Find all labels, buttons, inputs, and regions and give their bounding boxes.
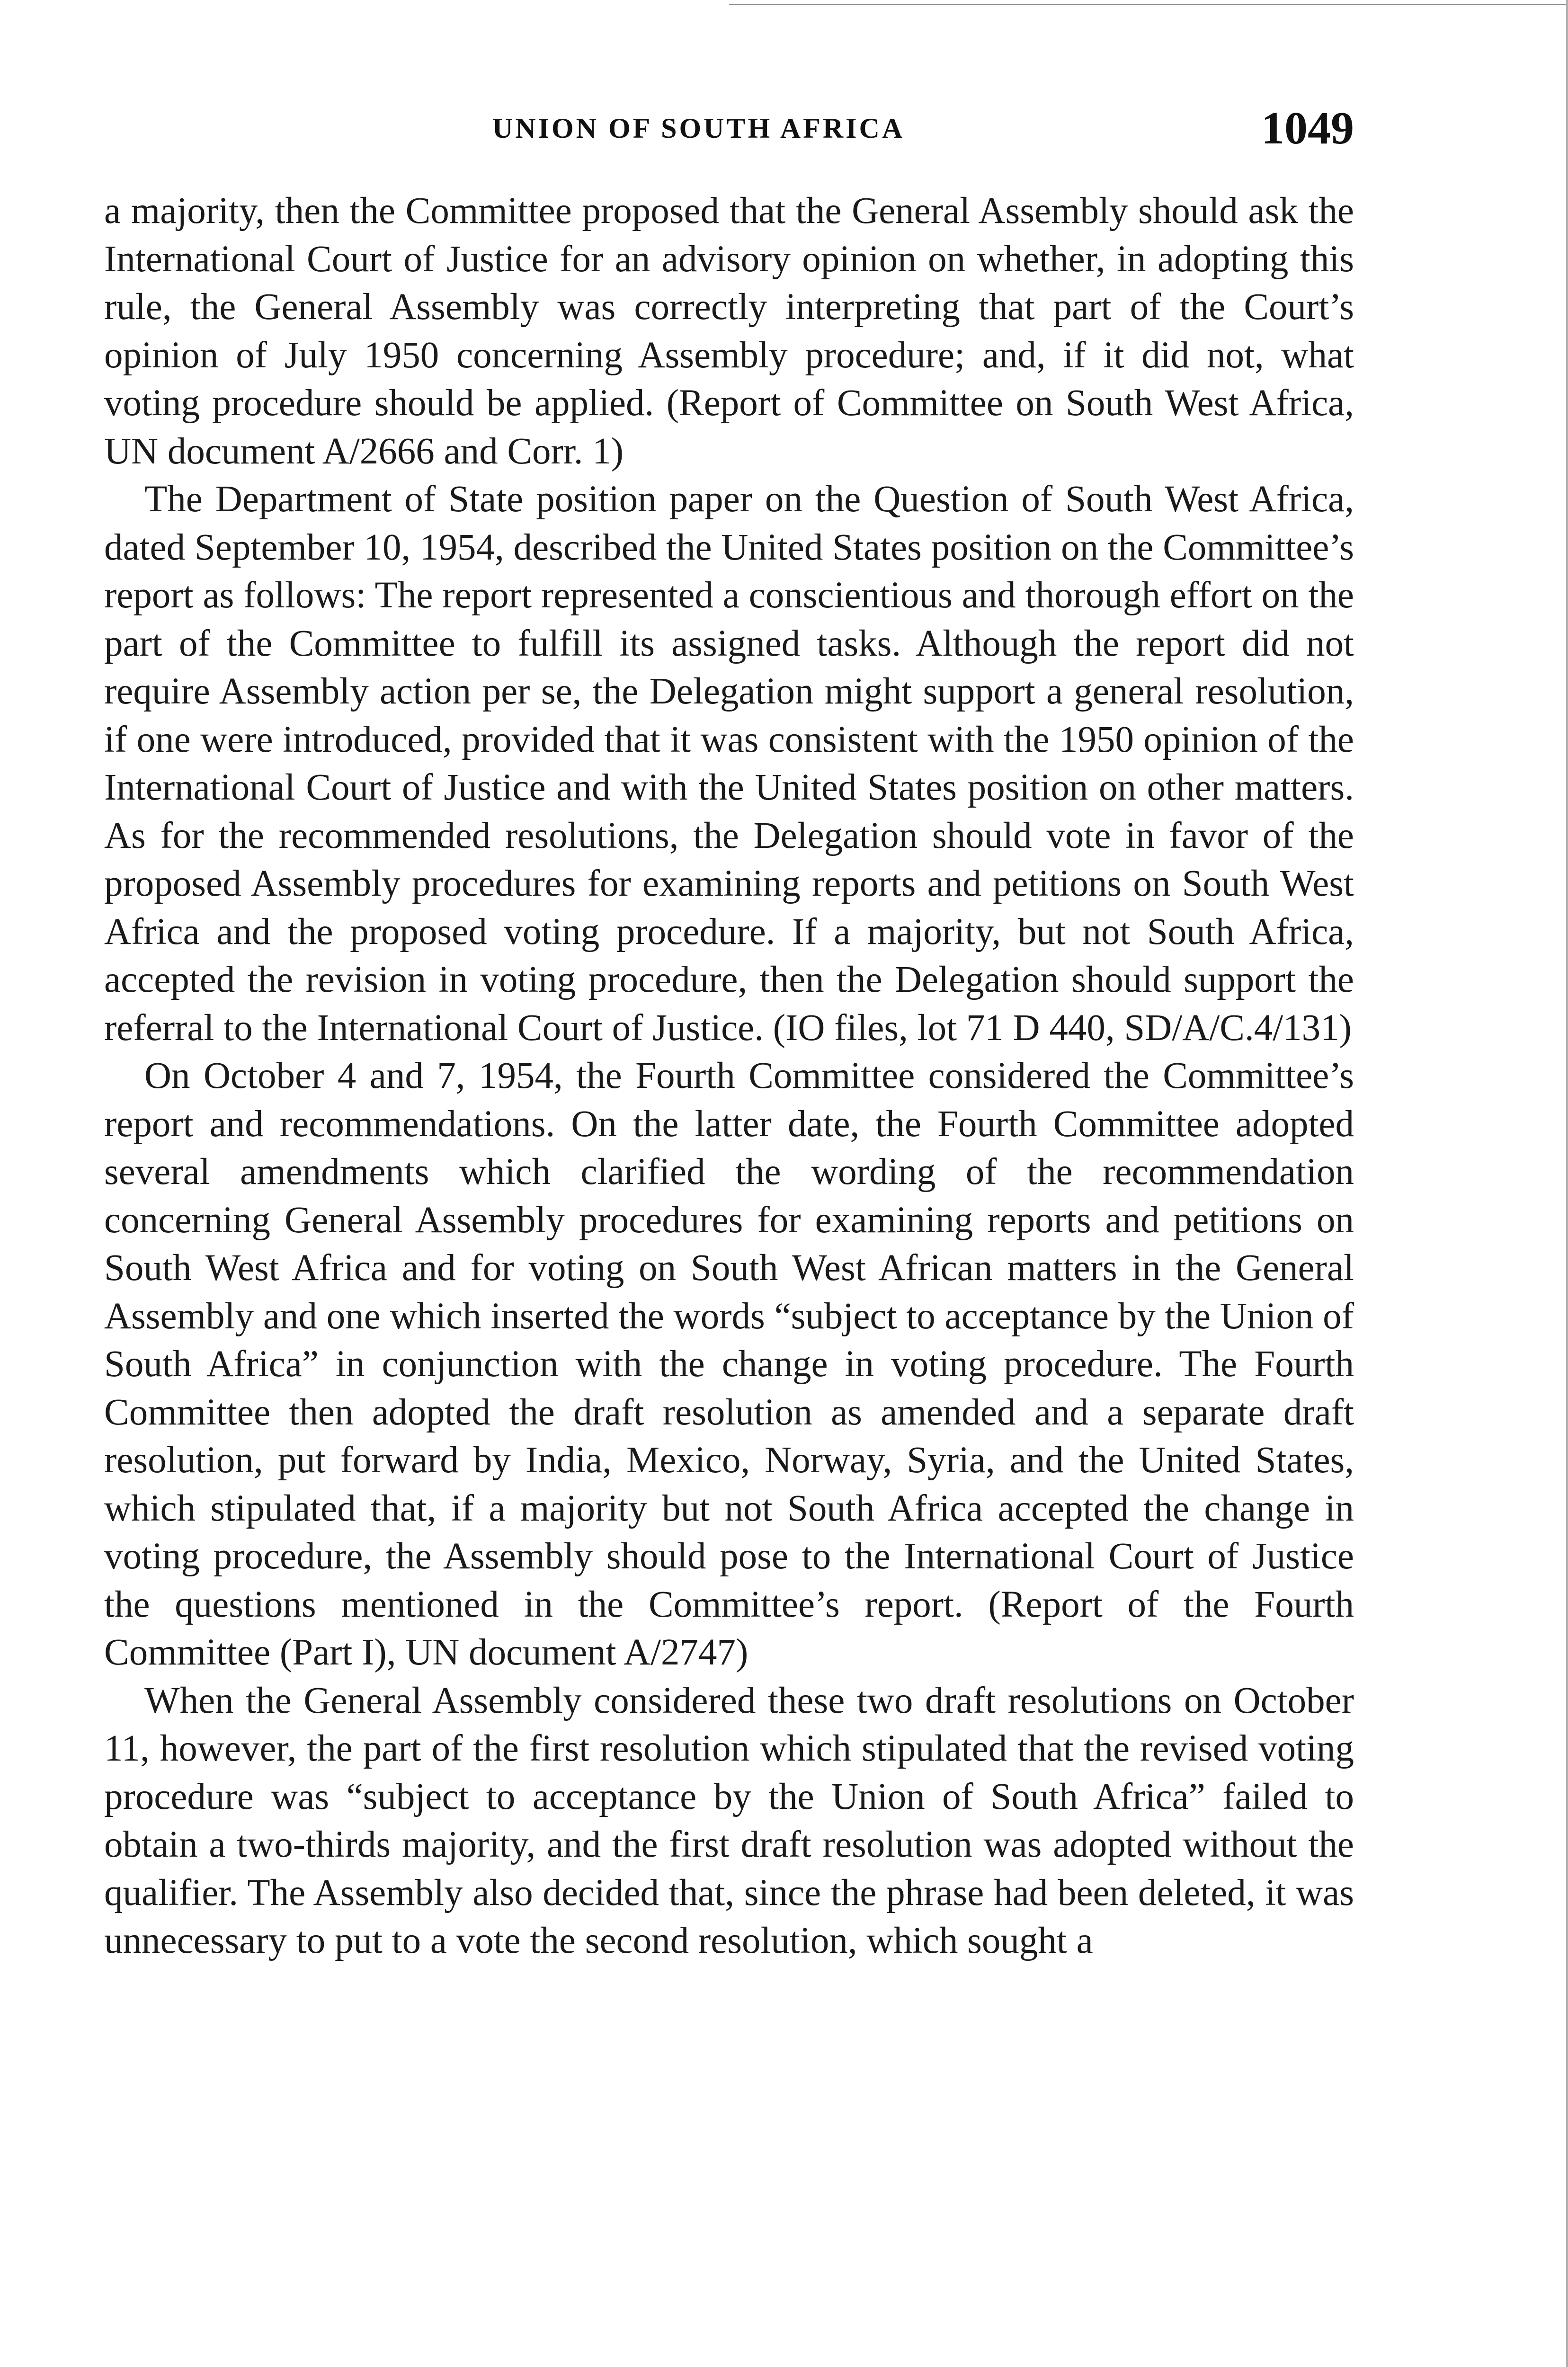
body-text (104, 187, 1354, 1965)
paragraph-fourth-committee: On October 4 and 7, 1954, the Fourth Committee considered the Committee’s report and recommendations. On the latter date, the Fourth Committee adopted several amendments which clarified the wording of the recommendation concerning General Assembly procedures for examining reports and petitions on South West Africa and for voting on South West African matters in the General Assembly and one which inserted the words “subject to acceptance by the Union of South Africa” in conjunction with the change in voting procedure. The Fourth Committee then adopted the draft resolution as amended and a separate draft resolution, put forward by India, Mexico, Norway, Syria, and the United States, which stipulated that, if a majority but not South Africa accepted the change in voting procedure, the Assembly should pose to the International Court of Justice the questions mentioned in the Committee’s report. (Report of the Fourth Committee (Part I), UN document A/2747) (104, 1055, 1354, 1673)
scan-edge-top (729, 4, 1568, 5)
page-number: 1049 (1261, 103, 1354, 154)
running-head: UNION OF SOUTH AFRICA (492, 113, 905, 144)
page-header (104, 102, 1354, 159)
scan-edge-right (1566, 0, 1568, 2367)
paragraph-continuation: a majority, then the Committee proposed that the General Assembly should ask the International Court of Justice for an advisory opinion on whether, in adopting this rule, the General Assembly was correctly interpreting that part of the Court’s opinion of July 1950 concerning Assembly procedure; and, if it did not, what voting procedure should be applied. (Report of Committee on South West Africa, UN document A/2666 and Corr. 1) (104, 190, 1354, 472)
paragraph-general-assembly: When the General Assembly considered these two draft resolutions on October 11, however, the part of the first resolution which stipulated that the revised voting procedure was “subject to acceptance by the Union of South Africa” failed to obtain a two-thirds majority, and the first draft resolution was adopted without the qualifier. The Assembly also decided that, since the phrase had been deleted, it was unnecessary to put to a vote the second resolution, which sought a (104, 1680, 1354, 1961)
paragraph-position-paper: The Department of State position paper on the Question of South West Africa, dated September 10, 1954, described the United States position on the Committee’s report as follows: The report represented a conscientious and thorough effort on the part of the Committee to fulfill its assigned tasks. Although the report did not require Assembly action per se, the Delegation might support a general resolution, if one were introduced, provided that it was consistent with the 1950 opinion of the International Court of Justice and with the United States position on other matters. As for the recommended resolutions, the Delegation should vote in favor of the proposed Assembly procedures for examining reports and petitions on South West Africa and the proposed voting procedure. If a majority, but not South Africa, accepted the revision in voting procedure, then the Delegation should support the referral to the International Court of Justice. (IO files, lot 71 D 440, SD/A/C.4/131) (104, 479, 1354, 1049)
